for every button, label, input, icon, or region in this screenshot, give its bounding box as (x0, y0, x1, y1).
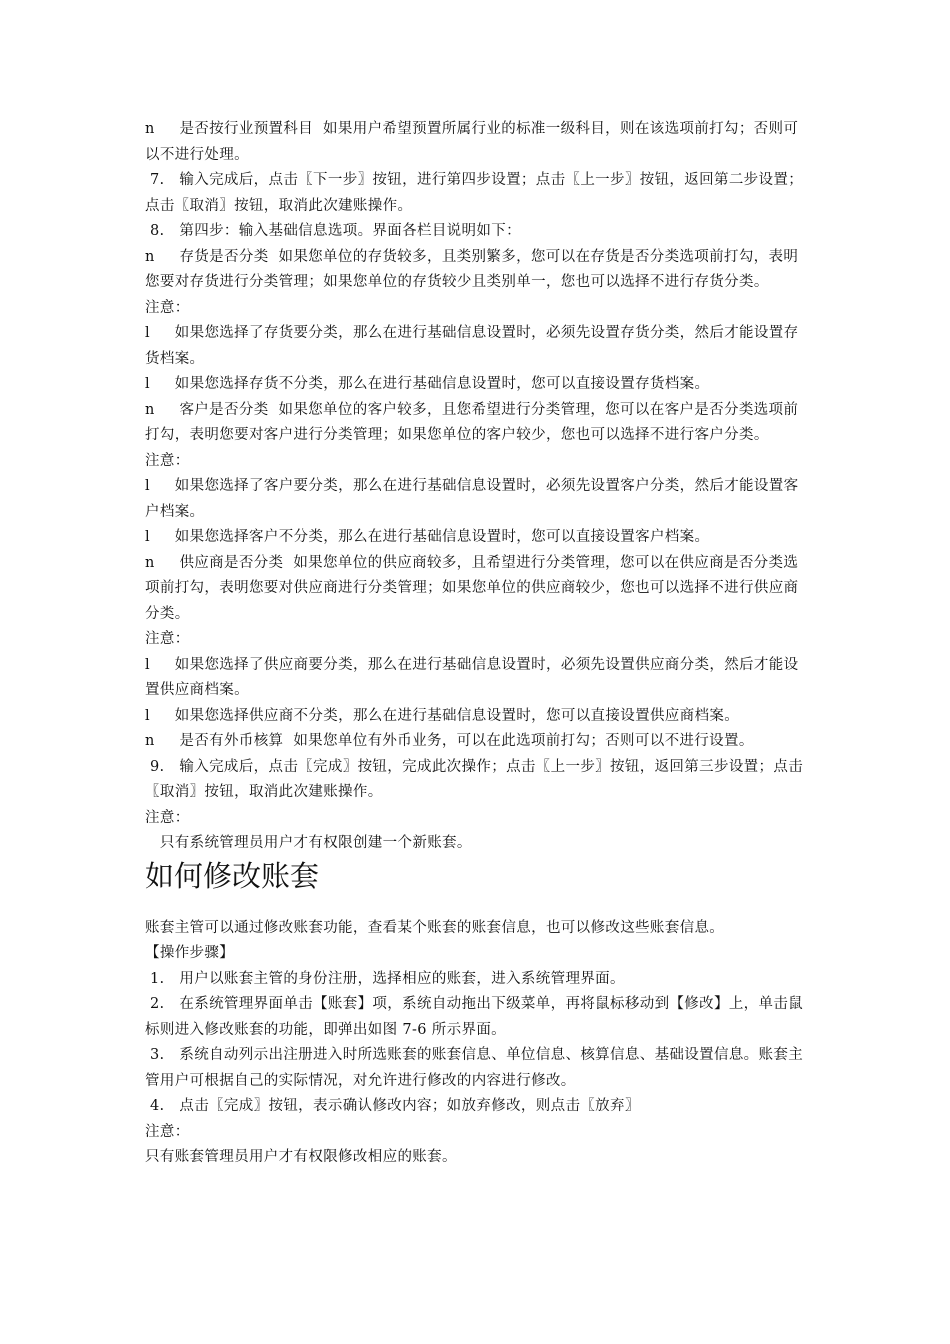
paragraph: n 是否有外币核算 如果您单位有外币业务，可以在此选项前打勾；否则可以不进行设置。 (145, 733, 754, 749)
section-heading: 如何修改账套 (145, 858, 320, 893)
paragraph: l 如果您选择客户不分类，那么在进行基础信息设置时，您可以直接设置客户档案。 (145, 529, 710, 545)
paragraph: 8. 第四步：输入基础信息选项。界面各栏目说明如下： (145, 223, 521, 239)
section-modify-account (145, 916, 810, 1171)
note-label: 注意： (145, 1123, 190, 1140)
paragraph: n 客户是否分类 如果您单位的客户较多，且您希望进行分类管理，您可以在客户是否分类选项前打勾，表明您要对客户进行分类管理；如果您单位的客户较少，您也可以选择不进行客户分类。 (145, 401, 799, 443)
paragraph: n 存货是否分类 如果您单位的存货较多，且类别繁多，您可以在存货是否分类选项前打勾，表明您要对存货进行分类管理；如果您单位的存货较少且类别单一，您也可以选择不进行存货分类。 (145, 248, 799, 290)
paragraph: n 是否按行业预置科目 如果用户希望预置所属行业的标准一级科目，则在该选项前打勾；否则可以不进行处理。 (145, 121, 799, 163)
section-account-creation (145, 117, 810, 857)
paragraph: 3. 系统自动列示出注册进入时所选账套的账套信息、单位信息、核算信息、基础设置信息。账套主管用户可根据自己的实际情况，对允许进行修改的内容进行修改。 (145, 1047, 804, 1089)
note-label: 注意： (145, 631, 190, 647)
note-label: 注意： (145, 299, 190, 316)
paragraph: 账套主管可以通过修改账套功能，查看某个账套的账套信息，也可以修改这些账套信息。 (145, 919, 725, 936)
paragraph: 7. 输入完成后，点击〖下一步〗按钮，进行第四步设置；点击〖上一步〗按钮，返回第二步设置；点击〖取消〗按钮，取消此次建账操作。 (145, 172, 804, 214)
paragraph: 4. 点击〖完成〗按钮，表示确认修改内容；如放弃修改，则点击〖放弃〗 (145, 1098, 640, 1114)
paragraph: l 如果您选择存货不分类，那么在进行基础信息设置时，您可以直接设置存货档案。 (145, 376, 710, 392)
paragraph: l 如果您选择供应商不分类，那么在进行基础信息设置时，您可以直接设置供应商档案。 (145, 707, 740, 724)
note-label: 注意： (145, 452, 190, 469)
paragraph: l 如果您选择了客户要分类，那么在进行基础信息设置时，必须先设置客户分类，然后才能设置客户档案。 (145, 478, 799, 520)
paragraph: n 供应商是否分类 如果您单位的供应商较多，且希望进行分类管理，您可以在供应商是否分类选项前打勾，表明您要对供应商进行分类管理；如果您单位的供应商较少，您也可以选择不进行供应商分类。 (145, 554, 799, 622)
note-label: 注意： (145, 809, 190, 826)
paragraph: l 如果您选择了存货要分类，那么在进行基础信息设置时，必须先设置存货分类，然后才能设置存货档案。 (145, 325, 799, 367)
paragraph: 9. 输入完成后，点击〖完成〗按钮，完成此次操作；点击〖上一步〗按钮，返回第三步设置；点击〖取消〗按钮，取消此次建账操作。 (145, 758, 804, 800)
paragraph: 只有系统管理员用户才有权限创建一个新账套。 (145, 835, 472, 851)
paragraph: 2. 在系统管理界面单击【账套】项，系统自动拖出下级菜单，再将鼠标移动到【修改】上，单击鼠标则进入修改账套的功能，即弹出如图 7-6 所示界面。 (145, 996, 804, 1038)
paragraph: l 如果您选择了供应商要分类，那么在进行基础信息设置时，必须先设置供应商分类，然后才能设置供应商档案。 (145, 656, 799, 698)
steps-label: 【操作步骤】 (145, 945, 235, 961)
paragraph: 只有账套管理员用户才有权限修改相应的账套。 (145, 1149, 457, 1165)
paragraph: 1. 用户以账套主管的身份注册，选择相应的账套，进入系统管理界面。 (145, 970, 625, 987)
document-body (145, 117, 810, 1171)
